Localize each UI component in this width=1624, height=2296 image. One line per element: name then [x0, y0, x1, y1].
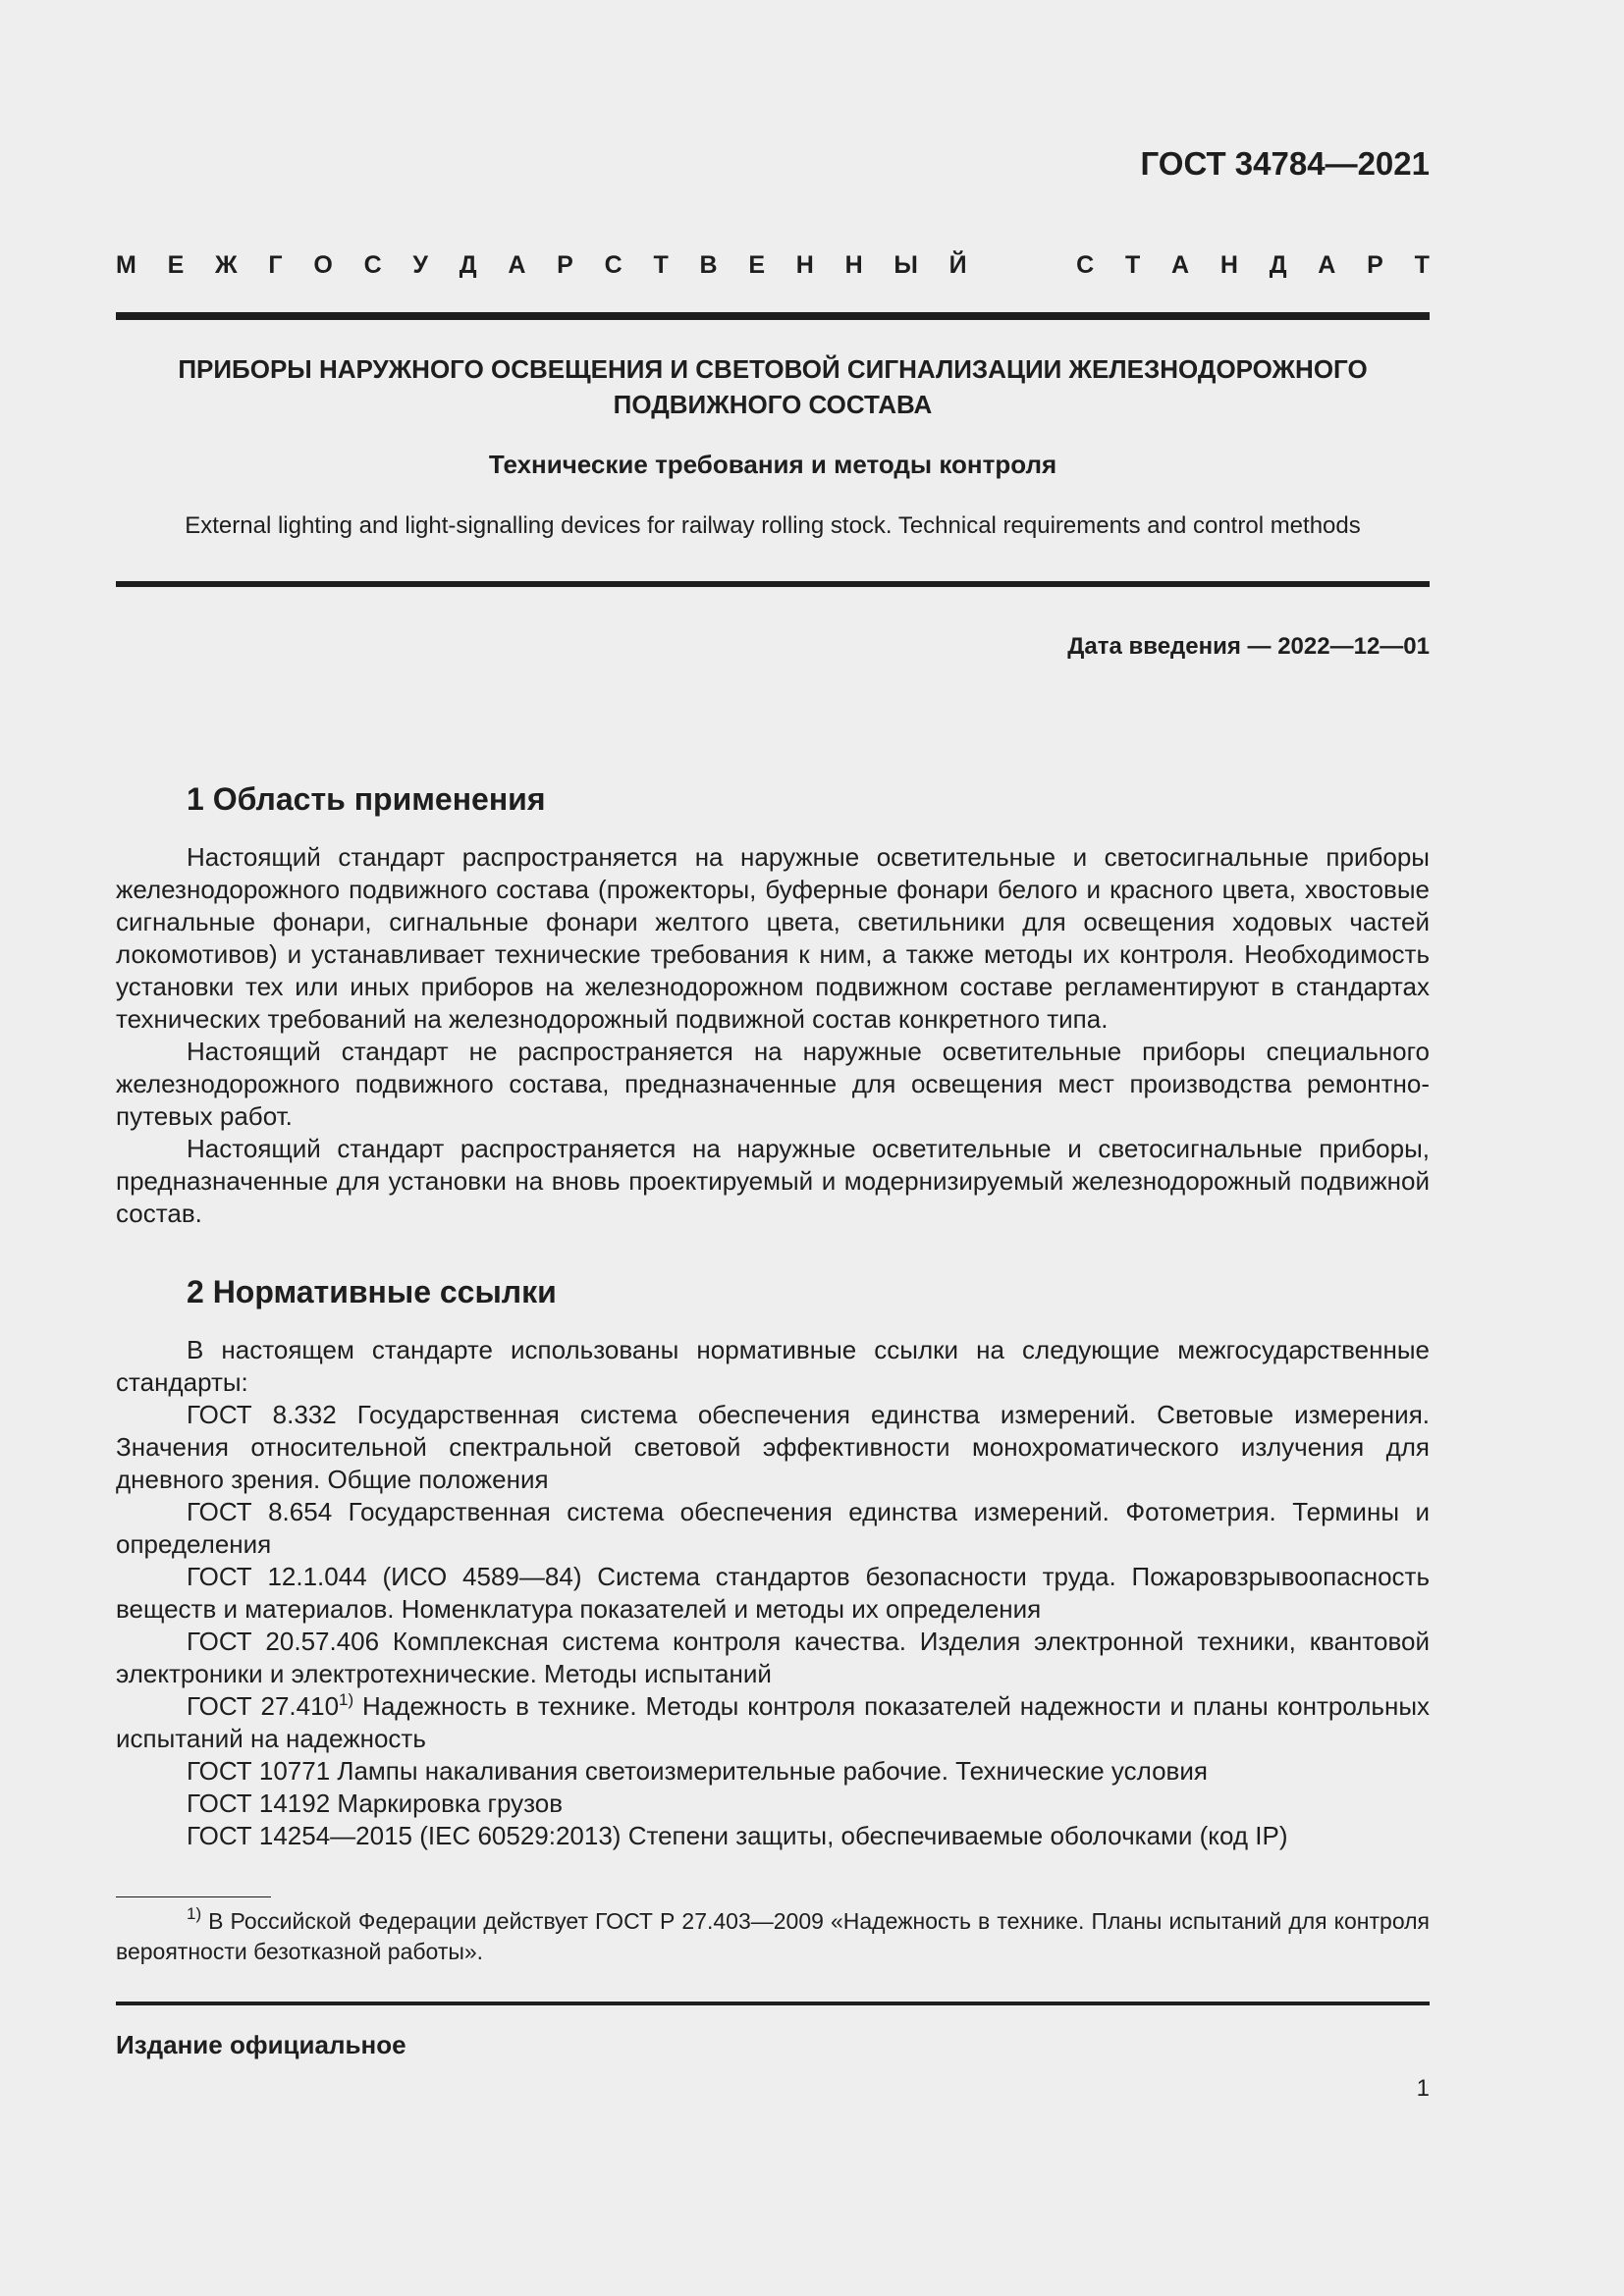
banner-letter: Р	[1367, 251, 1383, 279]
english-title: External lighting and light-signalling devices for railway rolling stock. Technical requirements and control methods	[185, 512, 1361, 539]
interstate-standard-banner	[116, 251, 1430, 280]
title-line-1: ПРИБОРЫ НАРУЖНОГО ОСВЕЩЕНИЯ И СВЕТОВОЙ СИГНАЛИЗАЦИИ ЖЕЛЕЗНОДОРОЖНОГО	[178, 354, 1368, 384]
banner-letter: О	[313, 251, 333, 279]
banner-letter: Е	[167, 251, 185, 279]
banner-letter: А	[1318, 251, 1336, 279]
section-2-intro: В настоящем стандарте использованы нормативные ссылки на следующие межгосударственные стандарты:	[116, 1335, 1430, 1397]
official-edition-label: Издание официальное	[116, 2030, 406, 2059]
section-1-heading: 1 Область применения	[187, 781, 546, 817]
footnote-text: В Российской Федерации действует ГОСТ Р 27.403—2009 «Надежность в технике. Планы испытаний для контроля вероятности безотказной работы».	[116, 1908, 1430, 1964]
banner-letter: С	[1076, 251, 1095, 279]
document-number: ГОСТ 34784—2021	[1140, 145, 1430, 182]
top-rule	[116, 312, 1430, 320]
normative-reference: ГОСТ 10771 Лампы накаливания светоизмерительные рабочие. Технические условия	[187, 1756, 1208, 1786]
banner-letter: Н	[844, 251, 863, 279]
banner-letter: Г	[268, 251, 283, 279]
banner-letter: Т	[1414, 251, 1430, 279]
document-subtitle: Технические требования и методы контроля	[488, 450, 1057, 479]
banner-word-gap	[998, 251, 1045, 280]
banner-letter: С	[363, 251, 382, 279]
page-number: 1	[1416, 2075, 1430, 2102]
section-1-paragraph: Настоящий стандарт распространяется на наружные осветительные и светосигнальные приборы, предназначенные для установки на вновь проектируемый и модернизируемый железнодорожный подвижной состав.	[116, 1134, 1430, 1228]
banner-letter: А	[1171, 251, 1190, 279]
banner-letter: Д	[459, 251, 477, 279]
banner-letter: С	[604, 251, 623, 279]
normative-reference: ГОСТ 20.57.406 Комплексная система контроля качества. Изделия электронной техники, квантовой электроники и электротехнические. Методы испытаний	[116, 1627, 1430, 1688]
banner-letter: Ы	[893, 251, 918, 279]
title-line-2: ПОДВИЖНОГО СОСТАВА	[613, 390, 933, 419]
section-1-paragraph: Настоящий стандарт не распространяется на наружные осветительные приборы специального железнодорожного подвижного состава, предназначенные для освещения мест производства ремонтно-путевых работ.	[116, 1037, 1430, 1131]
reference-title: Надежность в технике. Методы контроля показателей надежности и планы контрольных испытаний на надежность	[116, 1691, 1431, 1753]
section-1-paragraph: Настоящий стандарт распространяется на наружные осветительные и светосигнальные приборы железнодорожного подвижного состава (прожекторы, буферные фонари белого и красного цвета, хвостовые сигнальные фонари, сигнальные фонари желтого цвета, светильники для освещения ходовых частей локомотивов) и устанавливает технические требования к ним, а также методы их контроля. Необходимость установки тех или иных приборов на железнодорожном подвижном составе регламентируют в стандартах технических требований на железнодорожный подвижной состав конкретного типа.	[116, 842, 1430, 1034]
normative-reference: ГОСТ 12.1.044 (ИСО 4589—84) Система стандартов безопасности труда. Пожаровзрывоопасность веществ и материалов. Номенклатура показателей и методы их определения	[116, 1562, 1430, 1624]
normative-reference: ГОСТ 8.332 Государственная система обеспечения единства измерений. Световые измерения. Значения относительной спектральной световой эффективности монохроматического излучения для дневного зрения. Общие положения	[116, 1400, 1430, 1494]
normative-reference: ГОСТ 14192 Маркировка грузов	[187, 1789, 564, 1818]
footnote	[116, 1906, 1430, 1967]
section-2-body	[116, 1334, 1430, 1852]
banner-letter: Н	[795, 251, 814, 279]
banner-letter: Д	[1269, 251, 1287, 279]
section-2-heading: 2 Нормативные ссылки	[187, 1274, 557, 1309]
banner-letter: В	[699, 251, 718, 279]
banner-letter: Т	[1125, 251, 1141, 279]
normative-reference-with-footnote	[116, 1690, 1430, 1755]
banner-letter: Е	[748, 251, 765, 279]
banner-letter: А	[508, 251, 526, 279]
banner-letter: У	[412, 251, 428, 279]
banner-letter: Т	[653, 251, 669, 279]
footnote-separator	[116, 1896, 271, 1897]
footnote-marker: 1)	[339, 1690, 354, 1709]
bottom-rule	[116, 2002, 1430, 2005]
reference-code: ГОСТ 27.410	[187, 1691, 340, 1721]
introduction-date: Дата введения — 2022—12—01	[1067, 633, 1430, 660]
normative-reference: ГОСТ 14254—2015 (IEC 60529:2013) Степени защиты, обеспечиваемые оболочками (код IP)	[187, 1821, 1288, 1850]
document-title	[116, 351, 1430, 422]
section-1-body	[116, 841, 1430, 1230]
title-rule	[116, 581, 1430, 587]
banner-letter: Ж	[215, 251, 238, 279]
banner-letter: Р	[557, 251, 573, 279]
banner-letter: М	[116, 251, 136, 279]
banner-letter: Й	[948, 251, 967, 279]
footnote-marker: 1)	[187, 1904, 202, 1923]
banner-letter: Н	[1219, 251, 1238, 279]
normative-reference: ГОСТ 8.654 Государственная система обеспечения единства измерений. Фотометрия. Термины и определения	[116, 1497, 1430, 1559]
